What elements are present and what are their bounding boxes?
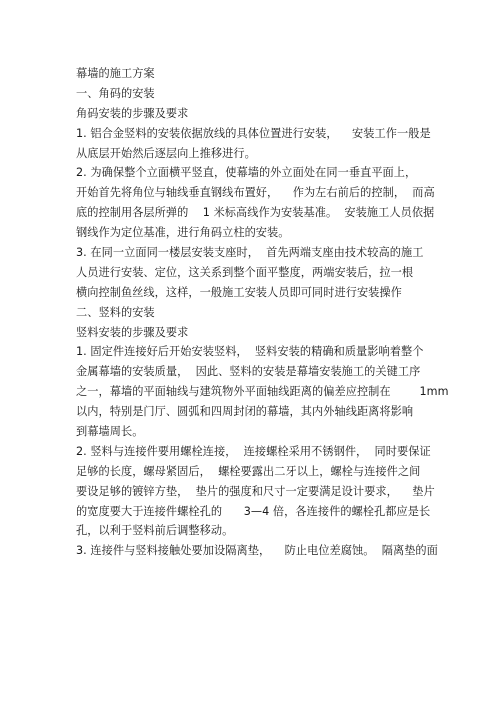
text-line: 之一，幕墙的平面轴线与建筑物外平面轴线距离的偏差应控制在 1mm [76, 385, 449, 399]
text-line: 以内，特别是门厅、圆弧和四周封闭的幕墙，其内外轴线距离将影响 [76, 405, 414, 419]
text-line: 底的控制用各层所弹的 1 米标高线作为安装基准。 安装施工人员依据 [76, 206, 435, 220]
text-line: 要设足够的镀锌方垫， 垫片的强度和尺寸一定要满足设计要求， 垫片 [76, 484, 435, 498]
text-line: 2. 竖料与连接件要用螺栓连接， 连接螺栓采用不锈钢件， 同时要保证 [76, 444, 431, 458]
section-heading: 一、角码的安装 [76, 86, 155, 100]
text-line: 人员进行安装、定位，这关系到整个面平整度，两端安装后，拉一根 [76, 265, 414, 279]
text-line: 3. 连接件与竖料接触处要加设隔离垫， 防止电位差腐蚀。 隔离垫的面 [76, 544, 438, 558]
text-line: 从底层开始然后逐层向上推移进行。 [76, 146, 256, 160]
text-line: 钢线作为定位基准，进行角码立柱的安装。 [76, 226, 290, 240]
text-line: 孔，以利于竖料前后调整移动。 [76, 524, 234, 538]
document-title: 幕墙的施工方案 [76, 67, 155, 80]
text-line: 1. 铝合金竖料的安装依据放线的具体位置进行安装， 安装工作一般是 [76, 126, 431, 140]
document-body [76, 64, 449, 561]
text-line: 足够的长度，螺母紧固后， 螺栓要露出二牙以上，螺栓与连接件之间 [76, 464, 421, 478]
text-line: 2. 为确保整个立面横平竖直，使幕墙的外立面处在同一垂直平面上， [76, 166, 417, 180]
subsection-heading: 角码安装的步骤及要求 [76, 106, 189, 120]
text-line: 金属幕墙的安装质量， 因此、竖料的安装是幕墙安装施工的关键工序 [76, 365, 421, 379]
text-line: 开始首先将角位与轴线垂直钢线布置好， 作为左右前后的控制， 而高 [76, 186, 435, 200]
section-heading: 二、竖料的安装 [76, 305, 155, 319]
subsection-heading: 竖料安装的步骤及要求 [76, 325, 189, 339]
text-line: 3. 在同一立面同一楼层安装支座时， 首先两端支座由技术较高的施工 [76, 246, 424, 260]
text-line: 横向控制鱼丝线，这样，一般施工安装人员即可同时进行安装操作 [76, 285, 402, 299]
text-line: 到幕墙周长。 [76, 425, 144, 439]
text-line: 1. 固定件连接好后开始安装竖料， 竖料安装的精确和质量影响着整个 [76, 345, 424, 359]
text-line: 的宽度要大于连接件螺栓孔的 3—4 倍，各连接件的螺栓孔都应是长 [76, 504, 431, 518]
